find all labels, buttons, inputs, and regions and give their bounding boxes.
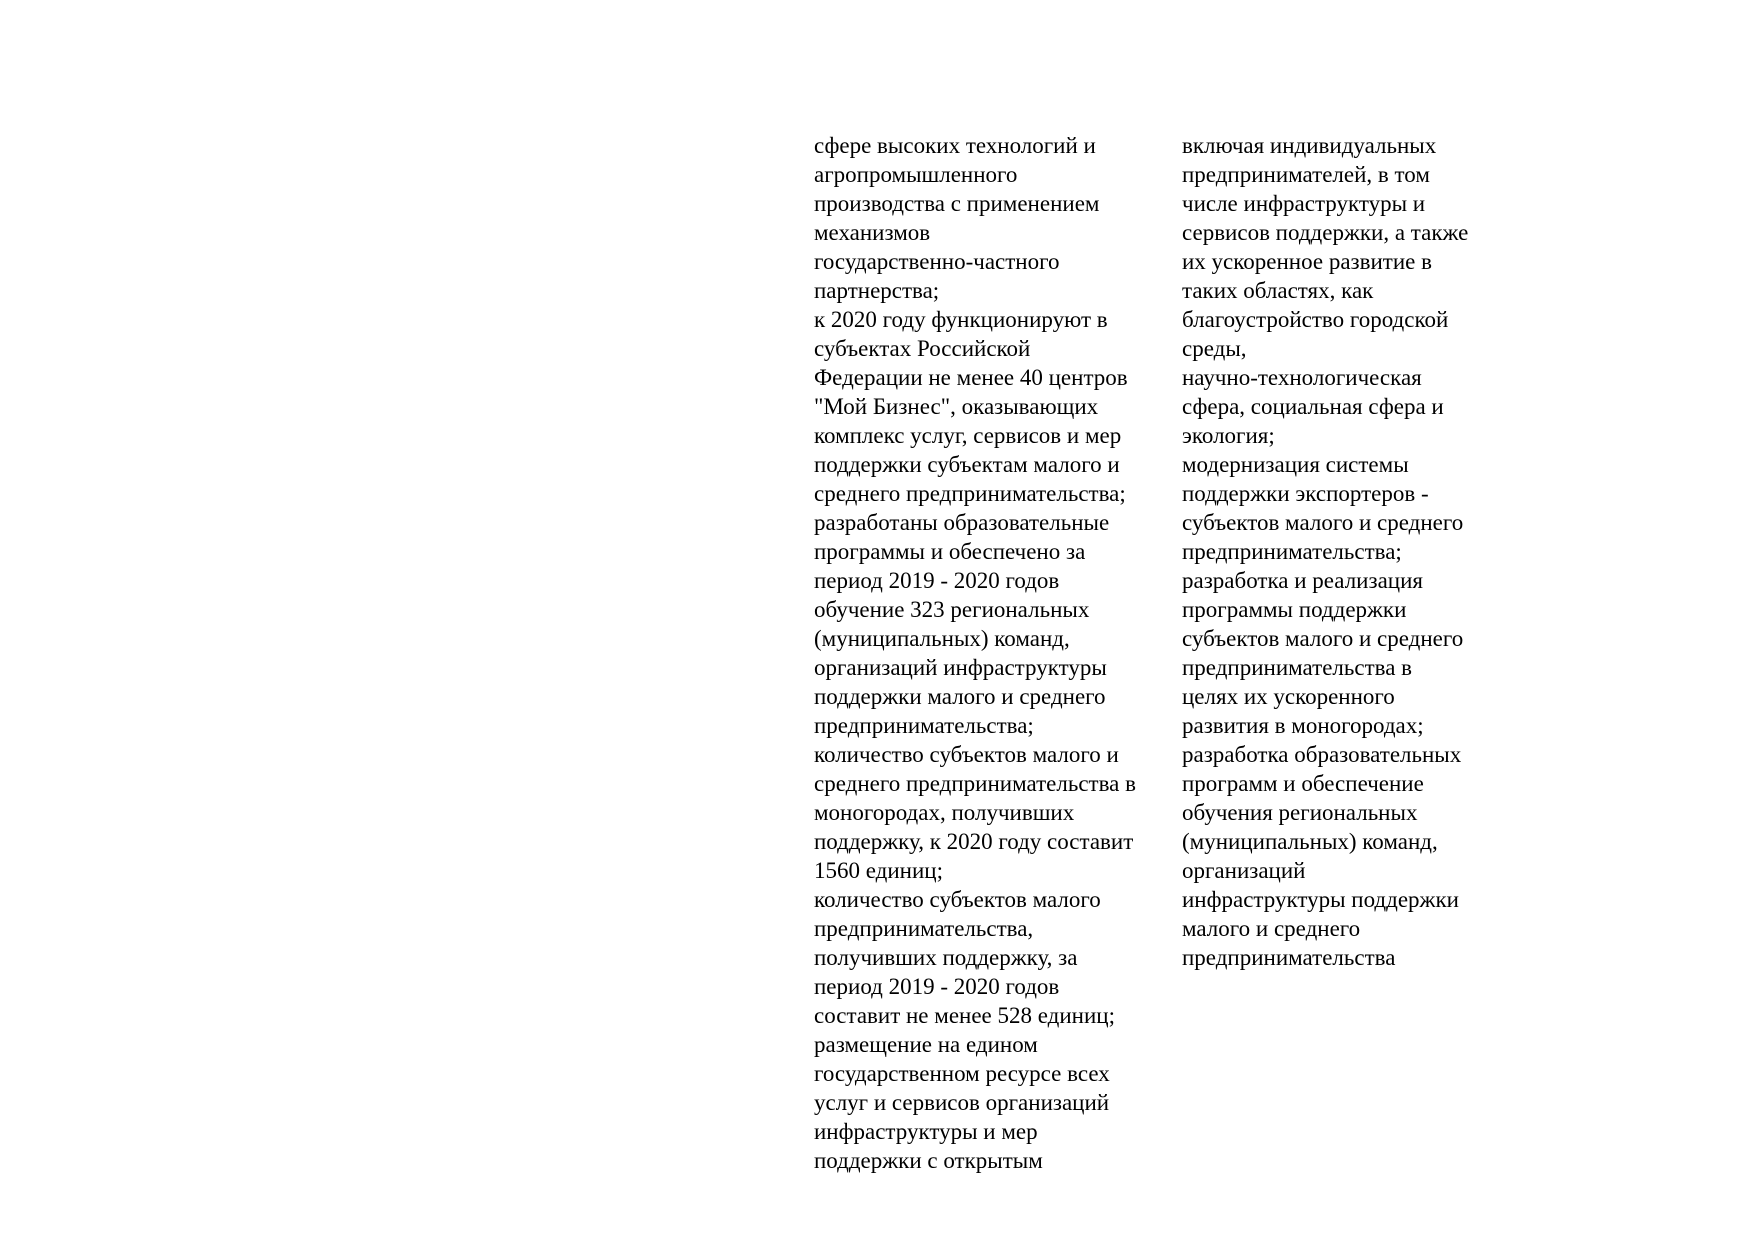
text-line: Федерации не менее 40 центров: [814, 365, 1128, 390]
text-line: составит не менее 528 единиц;: [814, 1003, 1115, 1028]
text-line: субъектов малого и среднего: [1182, 626, 1464, 651]
text-line: таких областях, как: [1182, 278, 1374, 303]
text-line: среды,: [1182, 336, 1247, 361]
text-line: предпринимательства в: [1182, 655, 1413, 680]
text-line: партнерства;: [814, 278, 940, 303]
text-line: производства с применением: [814, 191, 1100, 216]
text-line: развития в моногородах;: [1182, 713, 1424, 738]
text-line: экология;: [1182, 423, 1275, 448]
text-line: сфере высоких технологий и: [814, 133, 1096, 158]
text-line: программ и обеспечение: [1182, 771, 1424, 796]
text-line: предпринимательства;: [814, 713, 1034, 738]
text-line: (муниципальных) команд,: [814, 626, 1070, 651]
text-line: моногородах, получивших: [814, 800, 1075, 825]
text-line: программы и обеспечено за: [814, 539, 1086, 564]
text-line: к 2020 году функционируют в: [814, 307, 1108, 332]
text-line: их ускоренное развитие в: [1182, 249, 1432, 274]
text-line: предпринимательства,: [814, 916, 1034, 941]
text-line: механизмов: [814, 220, 931, 245]
text-line: комплекс услуг, сервисов и мер: [814, 423, 1122, 448]
text-line: поддержку, к 2020 году составит: [814, 829, 1134, 854]
text-line: поддержки малого и среднего: [814, 684, 1106, 709]
text-line: поддержки с открытым: [814, 1148, 1043, 1173]
text-column-right: [1182, 131, 1512, 972]
text-line: "Мой Бизнес", оказывающих: [814, 394, 1099, 419]
text-line: получивших поддержку, за: [814, 945, 1078, 970]
text-line: (муниципальных) команд,: [1182, 829, 1438, 854]
text-line: целях их ускоренного: [1182, 684, 1395, 709]
text-line: предпринимательства;: [1182, 539, 1402, 564]
text-line: малого и среднего: [1182, 916, 1361, 941]
text-line: размещение на едином: [814, 1032, 1038, 1057]
text-line: субъектов малого и среднего: [1182, 510, 1464, 535]
text-line: организаций инфраструктуры: [814, 655, 1107, 680]
text-line: среднего предпринимательства в: [814, 771, 1136, 796]
text-line: инфраструктуры и мер: [814, 1119, 1038, 1144]
text-line: разработка образовательных: [1182, 742, 1462, 767]
text-line: агропромышленного: [814, 162, 1018, 187]
text-line: 1560 единиц;: [814, 858, 943, 883]
text-line: период 2019 - 2020 годов: [814, 974, 1060, 999]
text-line: сфера, социальная сфера и: [1182, 394, 1444, 419]
text-line: числе инфраструктуры и: [1182, 191, 1426, 216]
text-line: сервисов поддержки, а также: [1182, 220, 1469, 245]
text-line: субъектах Российской: [814, 336, 1031, 361]
text-line: период 2019 - 2020 годов: [814, 568, 1060, 593]
text-line: инфраструктуры поддержки: [1182, 887, 1459, 912]
text-line: включая индивидуальных: [1182, 133, 1437, 158]
text-line: количество субъектов малого и: [814, 742, 1119, 767]
text-line: поддержки субъектам малого и: [814, 452, 1120, 477]
text-line: количество субъектов малого: [814, 887, 1101, 912]
text-line: государственном ресурсе всех: [814, 1061, 1110, 1086]
text-line: организаций: [1182, 858, 1306, 883]
text-line: государственно-частного: [814, 249, 1060, 274]
text-line: среднего предпринимательства;: [814, 481, 1126, 506]
text-line: обучение 323 региональных: [814, 597, 1090, 622]
text-line: предпринимательства: [1182, 945, 1396, 970]
text-line: благоустройство городской: [1182, 307, 1449, 332]
text-line: услуг и сервисов организаций: [814, 1090, 1110, 1115]
text-line: разработка и реализация: [1182, 568, 1423, 593]
text-line: поддержки экспортеров -: [1182, 481, 1429, 506]
text-line: обучения региональных: [1182, 800, 1418, 825]
text-line: программы поддержки: [1182, 597, 1407, 622]
text-line: научно-технологическая: [1182, 365, 1422, 390]
text-column-left: [814, 131, 1174, 1175]
text-line: модернизация системы: [1182, 452, 1409, 477]
text-line: разработаны образовательные: [814, 510, 1110, 535]
text-line: предпринимателей, в том: [1182, 162, 1430, 187]
